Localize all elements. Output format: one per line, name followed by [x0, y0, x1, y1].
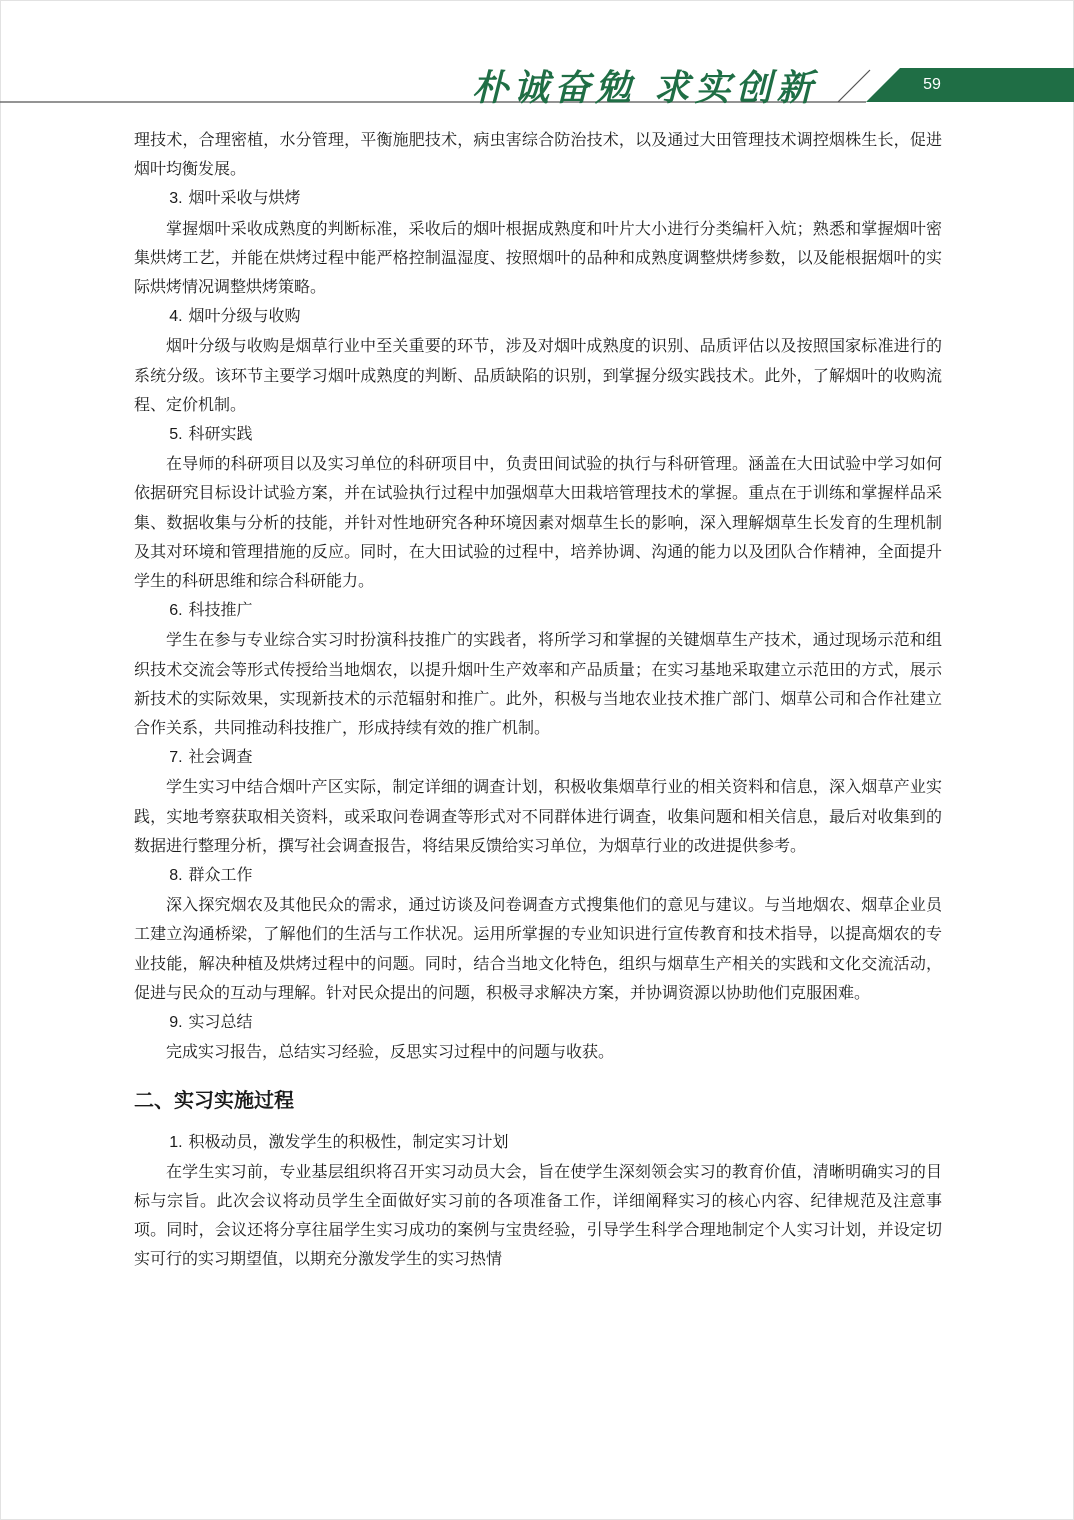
- subheading-number: 6.: [169, 602, 183, 620]
- section-heading: 二、实习实施过程: [134, 1087, 294, 1112]
- paragraph: 在导师的科研项目以及实习单位的科研项目中，负责田间试验的执行与科研管理。涵盖在大田试验中学习如何依据研究目标设计试验方案，并在试验执行过程中加强烟草大田栽培管理技术的掌握。重点在于训练和掌握样品采集、数据收集与分析的技能，并针对性地研究各种环境因素对烟草生长的影响，深入理解烟草生长发育的生理机制及其对环境和管理措施的反应。同时，在大田试验的过程中，培养协调、沟通的能力以及团队合作精神，全面提升学生的科研思维和综合科研能力。: [134, 454, 942, 591]
- page-header: [0, 0, 1074, 110]
- subheading: [134, 595, 942, 625]
- paragraph: 烟叶分级与收购是烟草行业中至关重要的环节，涉及对烟叶成熟度的识别、品质评估以及按照国家标准进行的系统分级。该环节主要学习烟叶成熟度的判断、品质缺陷的识别，到掌握分级实践技术。此外，了解烟叶的收购流程、定价机制。: [134, 336, 942, 414]
- subheading-title: 社会调查: [188, 747, 253, 767]
- paragraph: 学生实习中结合烟叶产区实际，制定详细的调查计划，积极收集烟草行业的相关资料和信息，深入烟草产业实践，实地考察获取相关资料，或采取问卷调查等形式对不同群体进行调查，收集问题和相关信息，最后对收集到的数据进行整理分析，撰写社会调查报告，将结果反馈给实习单位，为烟草行业的改进提供参考。: [134, 777, 942, 855]
- subheading: [134, 1127, 942, 1157]
- subheading-number: 7.: [169, 749, 183, 767]
- subheading: [134, 860, 942, 890]
- subheading-title: 积极动员，激发学生的积极性，制定实习计划: [188, 1131, 509, 1151]
- header-motto: 朴诚奋勉 求实创新: [472, 67, 818, 109]
- subheading-title: 科技推广: [188, 600, 253, 620]
- paragraph: 深入探究烟农及其他民众的需求，通过访谈及问卷调查方式搜集他们的意见与建议。与当地烟农、烟草企业员工建立沟通桥梁，了解他们的生活与工作状况。运用所掌握的专业知识进行宣传教育和技术指导，以提高烟农的专业技能，解决种植及烘烤过程中的问题。同时，结合当地文化特色，组织与烟草生产相关的实践和文化交流活动，促进与民众的互动与理解。针对民众提出的问题，积极寻求解决方案，并协调资源以协助他们克服困难。: [134, 895, 942, 1002]
- subheading-number: 3.: [169, 190, 183, 208]
- subheading: [134, 419, 942, 449]
- paragraph: 完成实习报告，总结实习经验，反思实习过程中的问题与收获。: [166, 1042, 615, 1062]
- subheading-number: 1.: [169, 1133, 183, 1151]
- subheading-number: 5.: [169, 426, 183, 444]
- subheading-title: 群众工作: [188, 865, 253, 885]
- subheading-title: 实习总结: [188, 1012, 253, 1032]
- subheading: [134, 1007, 942, 1037]
- paragraph: 学生在参与专业综合实习时扮演科技推广的实践者，将所学习和掌握的关键烟草生产技术，通过现场示范和组织技术交流会等形式传授给当地烟农，以提升烟叶生产效率和产品质量；在实习基地采取建立示范田的方式，展示新技术的实际效果，实现新技术的示范辐射和推广。此外，积极与当地农业技术推广部门、烟草公司和合作社建立合作关系，共同推动科技推广，形成持续有效的推广机制。: [134, 630, 942, 738]
- paragraph: 掌握烟叶采收成熟度的判断标准，采收后的烟叶根据成熟度和叶片大小进行分类编杆入炕；熟悉和掌握烟叶密集烘烤工艺，并能在烘烤过程中能严格控制温湿度、按照烟叶的品种和成熟度调整烘烤参数，以及能根据烟叶的实际烘烤情况调整烘烤策略。: [134, 218, 942, 297]
- subheading-number: 8.: [169, 867, 183, 885]
- subheading: [134, 183, 942, 213]
- page-number: 59: [923, 76, 941, 93]
- page-content: [134, 125, 942, 1274]
- subheading-title: 科研实践: [188, 424, 253, 444]
- subheading-number: 4.: [169, 308, 183, 326]
- subheading-title: 烟叶分级与收购: [188, 306, 301, 326]
- paragraph: 在学生实习前，专业基层组织将召开实习动员大会，旨在使学生深刻领会实习的教育价值，清晰明确实习的目标与宗旨。此次会议将动员学生全面做好实习前的各项准备工作，详细阐释实习的核心内容、纪律规范及注意事项。同时，会议还将分享往届学生实习成功的案例与宝贵经验，引导学生科学合理地制定个人实习计划，并设定切实可行的实习期望值，以期充分激发学生的实习热情: [134, 1161, 942, 1269]
- paragraph: 理技术，合理密植，水分管理，平衡施肥技术，病虫害综合防治技术，以及通过大田管理技术调控烟株生长，促进烟叶均衡发展。: [134, 130, 942, 179]
- subheading-title: 烟叶采收与烘烤: [188, 188, 301, 208]
- subheading-number: 9.: [169, 1014, 183, 1032]
- page-number-tab: [866, 68, 1074, 102]
- subheading: [134, 742, 942, 772]
- header-slash: [838, 70, 870, 102]
- subheading: [134, 301, 942, 331]
